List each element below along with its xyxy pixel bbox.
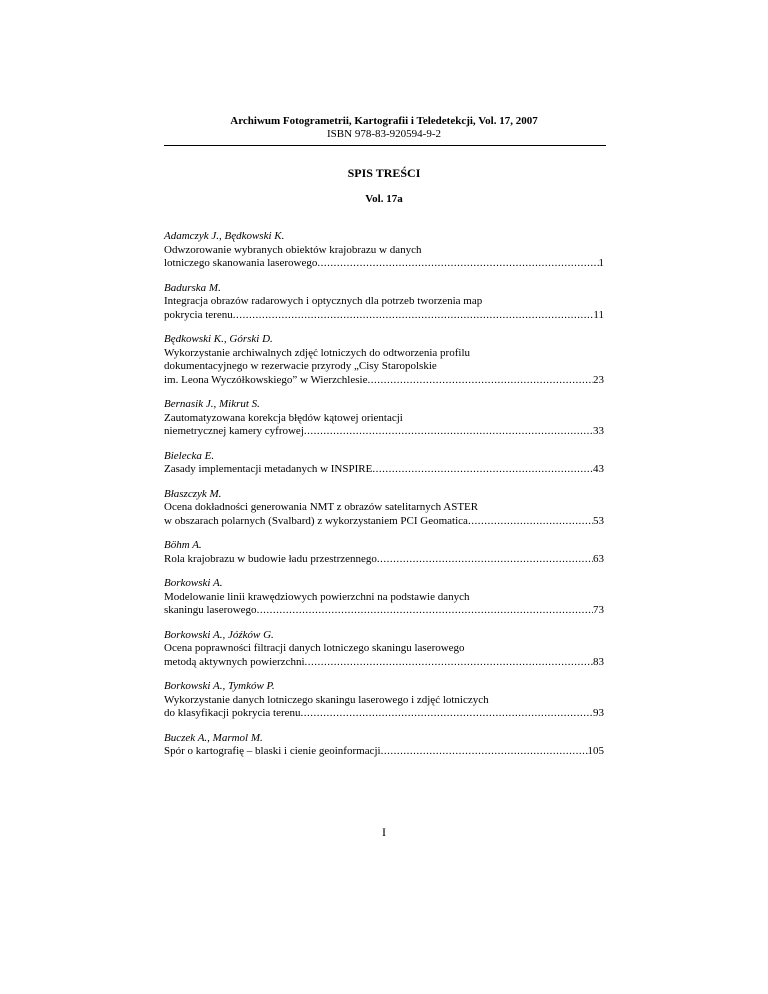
entry-authors: Borkowski A., Tymków P. [164, 680, 275, 692]
entry-title-line: Wykorzystanie danych lotniczego skaningu laserowego i zdjęć lotniczych [164, 693, 489, 706]
entry-page-number: 33 [593, 425, 604, 437]
entry-title-line: dokumentacyjnego w rezerwacie przyrody „Cisy Staropolskie [164, 360, 437, 372]
entry-authors: Bernasik J., Mikrut S. [164, 398, 260, 410]
isbn: ISBN 978-83-920594-9-2 [327, 128, 441, 140]
dot-leader [233, 309, 594, 323]
entry-page-number: 23 [593, 373, 604, 386]
entry-title-text: do klasyfikacji pokrycia terenu [164, 707, 301, 719]
dot-leader [317, 257, 598, 271]
entry-title-last-line [164, 309, 604, 323]
dot-leader [304, 425, 593, 439]
entry-title-last-line [164, 374, 604, 388]
entry-title-last-line [164, 604, 604, 618]
entry-title-line: Ocena dokładności generowania NMT z obrazów satelitarnych ASTER [164, 501, 479, 513]
entry-page-number: 83 [593, 655, 604, 668]
dot-leader [377, 553, 593, 567]
entry-page-number: 105 [587, 745, 604, 757]
dot-leader [367, 374, 593, 388]
dot-leader [381, 745, 588, 759]
entry-title-text: w obszarach polarnych (Svalbard) z wykorzystaniem PCI Geomatica [164, 514, 468, 527]
entry-title-line: Ocena poprawności filtracji danych lotniczego skaningu laserowego [164, 642, 465, 654]
entry-title-text: skaningu laserowego [164, 604, 257, 616]
entry-title-last-line [164, 425, 604, 439]
entry-title-line: Odwzorowanie wybranych obiektów krajobrazu w danych [164, 243, 422, 256]
entry-title-line: Wykorzystanie archiwalnych zdjęć lotniczych do odtworzenia profilu [164, 346, 470, 359]
toc-entry [164, 282, 604, 323]
page-number: I [382, 825, 386, 839]
entry-authors: Błaszczyk M. [164, 487, 222, 500]
entry-authors: Böhm A. [164, 539, 202, 551]
entry-title-text: lotniczego skanowania laserowego [164, 257, 318, 269]
entry-page-number: 1 [598, 257, 604, 269]
dot-leader [257, 604, 593, 618]
toc-entry [164, 230, 604, 271]
entry-authors: Borkowski A. [164, 577, 223, 589]
entry-page-number: 43 [593, 463, 604, 475]
entry-title-last-line [164, 463, 604, 477]
entry-page-number: 73 [593, 604, 604, 616]
entry-authors: Adamczyk J., Będkowski K. [164, 230, 285, 242]
entry-title-last-line [164, 656, 604, 670]
entry-title-last-line [164, 553, 604, 567]
entry-title-line: Zautomatyzowana korekcja błędów kątowej orientacji [164, 411, 403, 424]
dot-leader [372, 463, 593, 477]
dot-leader [301, 707, 593, 721]
toc-title: SPIS TREŚCI [347, 166, 421, 180]
entry-title-text: Zasady implementacji metadanych w INSPIRE [164, 463, 373, 475]
entry-authors: Borkowski A., Jóźków G. [164, 628, 274, 641]
toc-entry [164, 732, 604, 759]
journal-title: Archiwum Fotogrametrii, Kartografii i Teledetekcji, Vol. 17, 2007 [230, 115, 538, 127]
toc-entry [164, 539, 604, 566]
toc-entry [164, 577, 604, 618]
entry-title-last-line [164, 745, 604, 759]
entry-title-line: Modelowanie linii krawędziowych powierzchni na podstawie danych [164, 590, 470, 603]
entry-page-number: 53 [593, 514, 604, 527]
entry-authors: Badurska M. [164, 281, 221, 294]
toc-entry [164, 629, 604, 670]
toc-entry [164, 333, 604, 387]
entry-page-number: 11 [593, 308, 604, 321]
entry-title-line: Integracja obrazów radarowych i optycznych dla potrzeb tworzenia map [164, 295, 483, 307]
entry-title-text: metodą aktywnych powierzchni [164, 655, 305, 668]
toc-entry [164, 450, 604, 477]
volume-label: Vol. 17a [365, 193, 403, 205]
entry-authors: Bielecka E. [164, 449, 215, 462]
header-divider [164, 145, 606, 146]
entry-page-number: 63 [593, 552, 604, 565]
toc-entry [164, 398, 604, 439]
toc-entries [164, 230, 604, 770]
toc-entry [164, 488, 604, 529]
entry-title-text: niemetrycznej kamery cyfrowej [164, 425, 304, 437]
entry-title-text: Spór o kartografię – blaski i cienie geoinformacji [164, 745, 381, 757]
dot-leader [468, 515, 593, 529]
entry-title-last-line [164, 515, 604, 529]
entry-title-last-line [164, 707, 604, 721]
toc-entry [164, 680, 604, 721]
entry-page-number: 93 [593, 707, 604, 719]
entry-title-text: pokrycia terenu [164, 308, 233, 321]
entry-title-last-line [164, 257, 604, 271]
entry-authors: Będkowski K., Górski D. [164, 333, 273, 345]
dot-leader [305, 656, 593, 670]
entry-authors: Buczek A., Marmol M. [164, 731, 263, 744]
entry-title-text: Rola krajobrazu w budowie ładu przestrzennego [164, 552, 377, 565]
entry-title-text: im. Leona Wyczółkowskiego” w Wierzchlesie [164, 373, 368, 386]
